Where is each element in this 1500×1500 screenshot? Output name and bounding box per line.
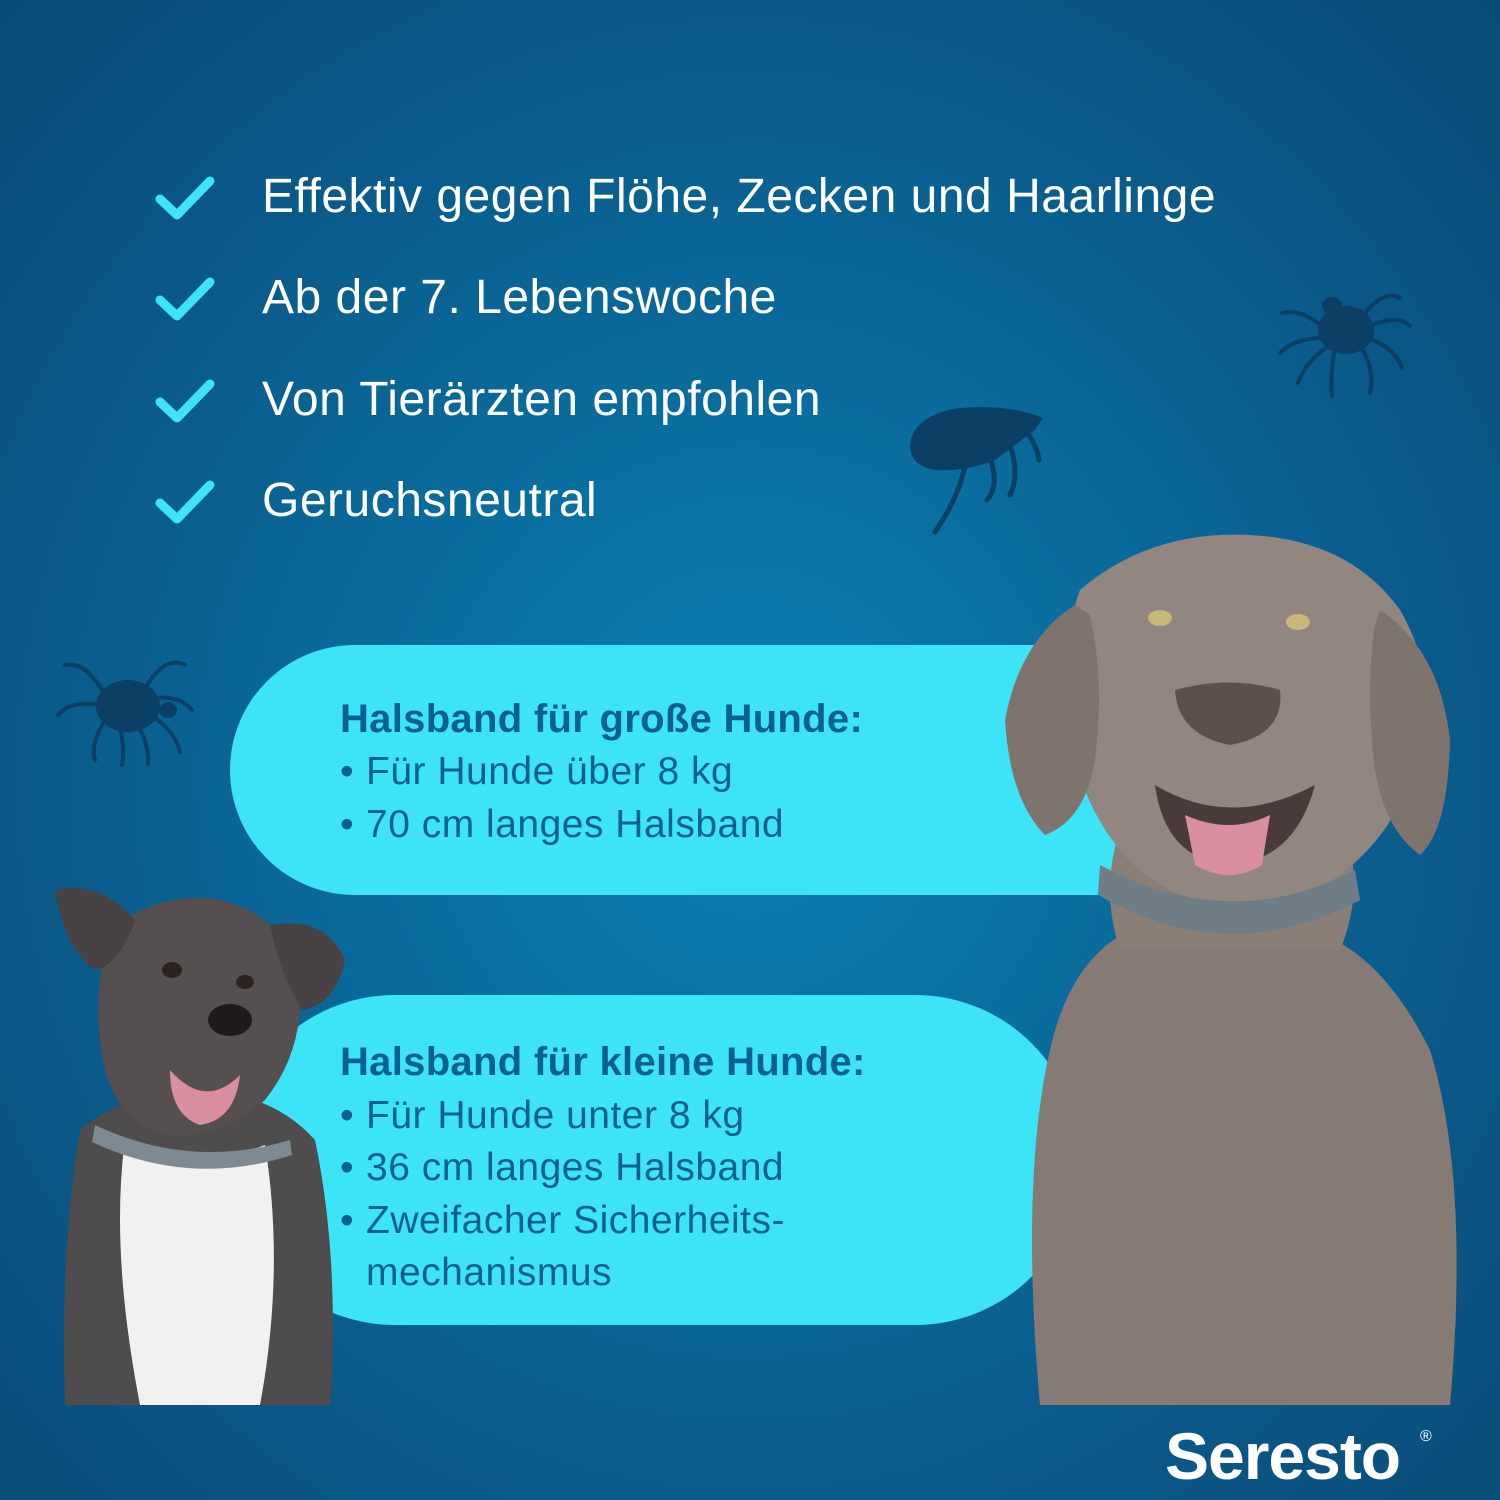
check-icon <box>155 276 215 322</box>
check-icon <box>155 175 215 221</box>
check-icon <box>155 479 215 525</box>
benefit-text: Von Tierärzten empfohlen <box>262 373 822 426</box>
check-icon <box>155 378 215 424</box>
small-dog-card-item: • 36 cm langes Halsband <box>340 1146 785 1189</box>
benefit-item <box>155 165 1375 245</box>
brand-logo: Seresto <box>1165 1419 1401 1493</box>
small-dog-image <box>40 870 350 1405</box>
benefit-text: Geruchsneutral <box>262 474 598 527</box>
small-dog-card-item: • Für Hunde unter 8 kg <box>340 1094 745 1137</box>
flea-icon <box>905 400 1050 540</box>
benefit-item <box>155 368 1375 448</box>
small-dog-card-item: • Zweifacher Sicherheits- <box>340 1199 785 1242</box>
large-dog-image <box>980 530 1480 1405</box>
large-dog-card-item: • Für Hunde über 8 kg <box>340 750 734 793</box>
tick-icon <box>1270 268 1420 403</box>
benefit-text: Ab der 7. Lebenswoche <box>262 271 777 324</box>
small-dog-card-item-continued: mechanismus <box>366 1251 613 1294</box>
benefit-text: Effektiv gegen Flöhe, Zecken und Haarlinge <box>262 170 1217 223</box>
small-dog-card-title: Halsband für kleine Hunde: <box>340 1040 866 1084</box>
tick-icon <box>50 640 200 770</box>
large-dog-card-title: Halsband für große Hunde: <box>340 697 864 741</box>
benefit-item <box>155 266 1375 346</box>
registered-mark: ® <box>1420 1428 1432 1445</box>
large-dog-card-item: • 70 cm langes Halsband <box>340 803 785 846</box>
